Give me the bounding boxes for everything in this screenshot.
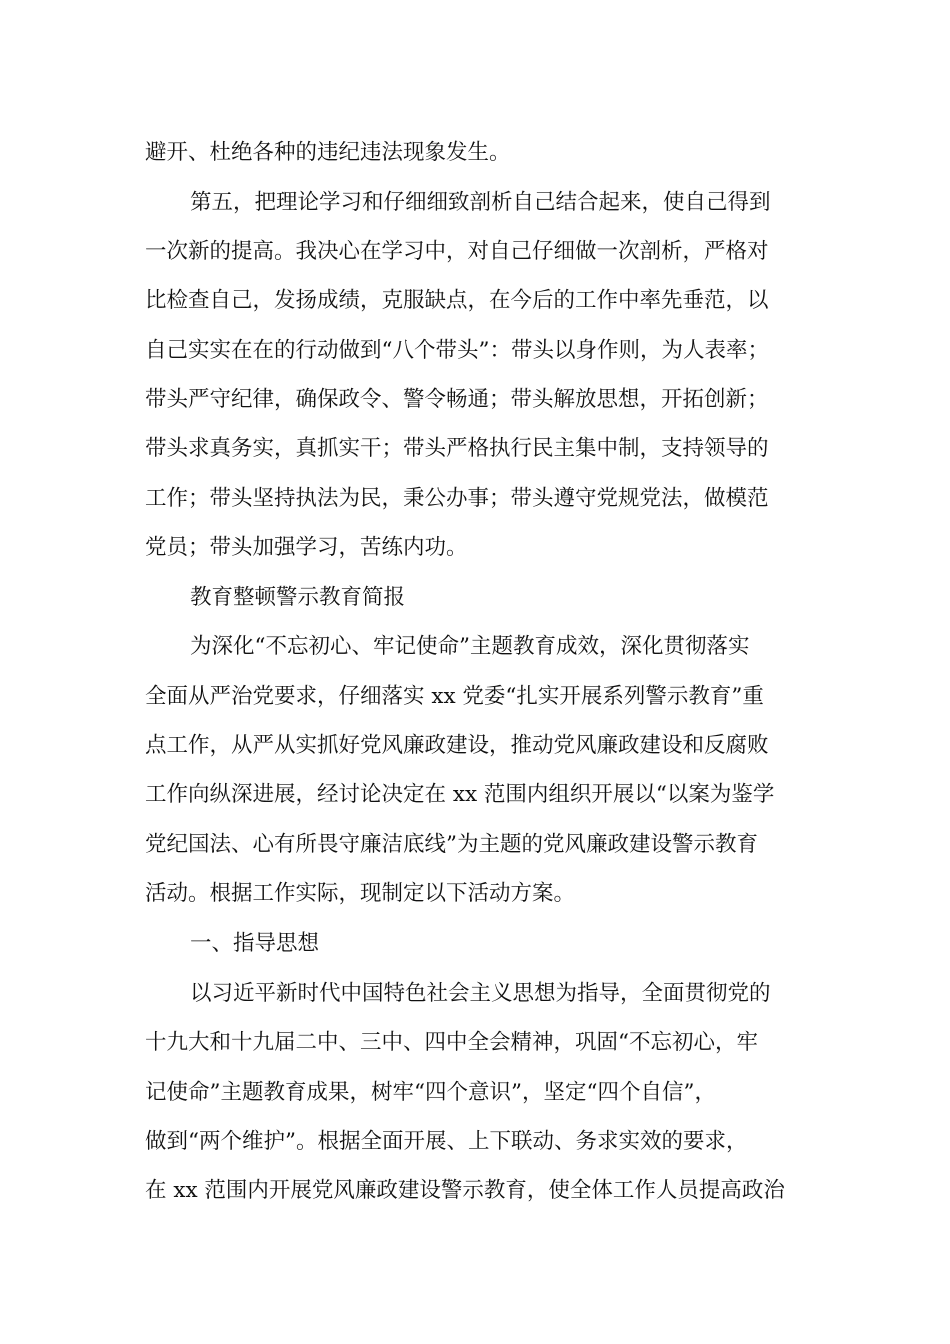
text-line: 自己实实在在的行动做到“八个带头”：带头以身作则，为人表率； [145, 338, 769, 363]
text-line: 记使命”主题教育成果，树牢“四个意识”，坚定“四个自信”， [145, 1080, 716, 1105]
text-line: 工作向纵深进展，经讨论决定在 xx 范围内组织开展以“以案为鉴学 [145, 782, 775, 807]
paragraph-first-line: 以习近平新时代中国特色社会主义思想为指导，全面贯彻党的 [190, 981, 771, 1006]
paragraph-first-line: 为深化“不忘初心、牢记使命”主题教育成效，深化贯彻落实 [190, 634, 750, 659]
section-heading: 一、指导思想 [190, 931, 320, 956]
text-line: 活动。根据工作实际，现制定以下活动方案。 [145, 881, 576, 906]
text-line: 十九大和十九届二中、三中、四中全会精神，巩固“不忘初心，牢 [145, 1030, 758, 1055]
text-line: 在 xx 范围内开展党风廉政建设警示教育，使全体工作人员提高政治 [145, 1178, 785, 1203]
text-line: 做到“两个维护”。根据全面开展、上下联动、务求实效的要求， [145, 1129, 748, 1154]
paragraph-first-line: 第五，把理论学习和仔细细致剖析自己结合起来，使自己得到 [190, 190, 771, 215]
section-title: 教育整顿警示教育简报 [190, 585, 406, 610]
text-line: 比检查自己，发扬成绩，克服缺点，在今后的工作中率先垂范，以 [145, 288, 769, 313]
text-line: 避开、杜绝各种的违纪违法现象发生。 [145, 140, 511, 165]
text-line: 点工作，从严从实抓好党风廉政建设，推动党风廉政建设和反腐败 [145, 733, 769, 758]
text-line: 带头严守纪律，确保政令、警令畅通；带头解放思想，开拓创新； [145, 387, 769, 412]
text-line: 一次新的提高。我决心在学习中，对自己仔细做一次剖析，严格对 [145, 239, 769, 264]
text-line: 工作；带头坚持执法为民，秉公办事；带头遵守党规党法，做模范 [145, 486, 769, 511]
text-line: 党纪国法、心有所畏守廉洁底线”为主题的党风廉政建设警示教育 [145, 832, 758, 857]
text-line: 全面从严治党要求，仔细落实 xx 党委“扎实开展系列警示教育”重 [145, 684, 764, 709]
text-line: 带头求真务实，真抓实干；带头严格执行民主集中制，支持领导的 [145, 436, 769, 461]
text-line: 党员；带头加强学习，苦练内功。 [145, 535, 468, 560]
